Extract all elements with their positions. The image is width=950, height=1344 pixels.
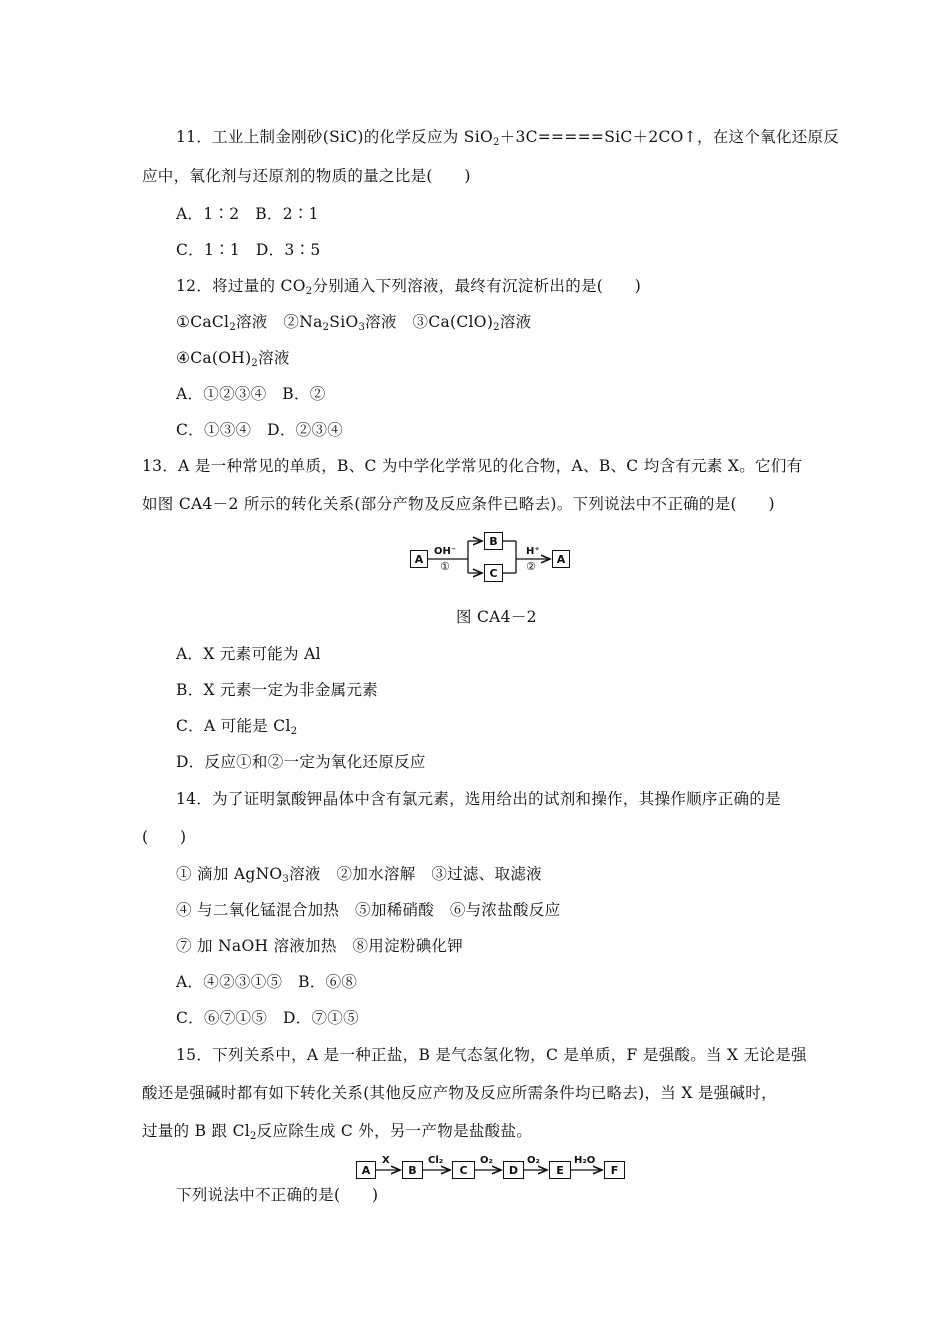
q13-box-a1: A (410, 550, 428, 568)
q13-line2: 如图 CA4－2 所示的转化关系(部分产物及反应条件已略去)。下列说法中不正确的是( ) (142, 495, 775, 513)
q15-arrow-h2o-label: H₂O (574, 1155, 596, 1166)
q15-box-c: C (452, 1161, 475, 1179)
q15-box-a: A (356, 1161, 376, 1179)
q15-arrow-o2-label-1: O₂ (480, 1155, 493, 1166)
q12-stem: 12．将过量的 CO2分别通入下列溶液，最终有沉淀析出的是( ) (176, 277, 642, 297)
q13-option-c: C．A 可能是 Cl2 (176, 717, 298, 737)
q13-arrow1-number: ① (440, 560, 450, 573)
q15-arrow-x-label: X (382, 1155, 390, 1166)
q12-options-ab: A．①②③④ B．② (176, 385, 326, 403)
q15-question-text: 下列说法中不正确的是( ) (176, 1186, 379, 1204)
q13-arrow1-label: OH⁻ (434, 546, 457, 557)
q13-line1: 13．A 是一种常见的单质，B、C 为中学化学常见的化合物，A、B、C 均含有元素 X。它们有 (142, 457, 803, 475)
q14-items-2: ④ 与二氧化锰混合加热 ⑤加稀硝酸 ⑥与浓盐酸反应 (176, 901, 561, 919)
q15-question (176, 1159, 378, 1205)
q11-line1: 11．工业上制金刚砂(SiC)的化学反应为 SiO2＋3C=====SiC＋2CO↑，在这个氧化还原反 (176, 128, 840, 148)
q13-option-d: D．反应①和②一定为氧化还原反应 (176, 753, 426, 771)
q14-options-cd: C．⑥⑦①⑤ D．⑦①⑤ (176, 1009, 359, 1027)
q15-box-d: D (503, 1161, 524, 1179)
q13-figure-caption: 图 CA4－2 (456, 608, 537, 626)
q15-line1: 15．下列关系中，A 是一种正盐，B 是气态氢化物，C 是单质，F 是强酸。当 X 无论是强 (176, 1046, 807, 1064)
q14-items-3: ⑦ 加 NaOH 溶液加热 ⑧用淀粉碘化钾 (176, 937, 464, 955)
q14-items-1: ① 滴加 AgNO3溶液 ②加水溶解 ③过滤、取滤液 (176, 865, 542, 885)
q15-line2: 酸还是强碱时都有如下转化关系(其他反应产物及反应所需条件均已略去)，当 X 是强碱时， (142, 1084, 777, 1102)
q14-line1: 14．为了证明氯酸钾晶体中含有氯元素，选用给出的试剂和操作，其操作顺序正确的是 (176, 790, 781, 808)
q13-option-a: A．X 元素可能为 Al (176, 645, 321, 663)
q13-box-b: B (484, 532, 503, 550)
q11-options-cd: C．1∶1 D．3∶5 (176, 241, 321, 259)
q13-arrow2-number: ② (526, 560, 536, 573)
q13-arrow2-label: H⁺ (526, 546, 540, 557)
q13-box-a2: A (552, 550, 570, 568)
q13-box-c: C (484, 564, 503, 582)
q15-box-e: E (549, 1161, 571, 1179)
q14-options-ab: A．④②③①⑤ B．⑥⑧ (176, 973, 358, 991)
q15-box-b: B (402, 1161, 423, 1179)
q12-items-1: ①CaCl2溶液 ②Na2SiO3溶液 ③Ca(ClO)2溶液 (176, 313, 532, 333)
q11-options-ab: A．1∶2 B．2∶1 (176, 205, 319, 223)
q13-option-b: B．X 元素一定为非金属元素 (176, 681, 379, 699)
q15-line3: 过量的 B 跟 Cl2反应除生成 C 外，另一产物是盐酸盐。 (142, 1122, 533, 1142)
q12-options-cd: C．①③④ D．②③④ (176, 421, 344, 439)
q15-arrow-o2-label-2: O₂ (527, 1155, 540, 1166)
q12-items-2: ④Ca(OH)2溶液 (176, 349, 290, 369)
q15-box-f: F (604, 1161, 625, 1179)
q11-line2: 应中，氧化剂与还原剂的物质的量之比是( ) (142, 167, 471, 185)
q14-line2: ( ) (142, 828, 187, 846)
q15-arrow-cl2-label: Cl₂ (428, 1155, 444, 1166)
